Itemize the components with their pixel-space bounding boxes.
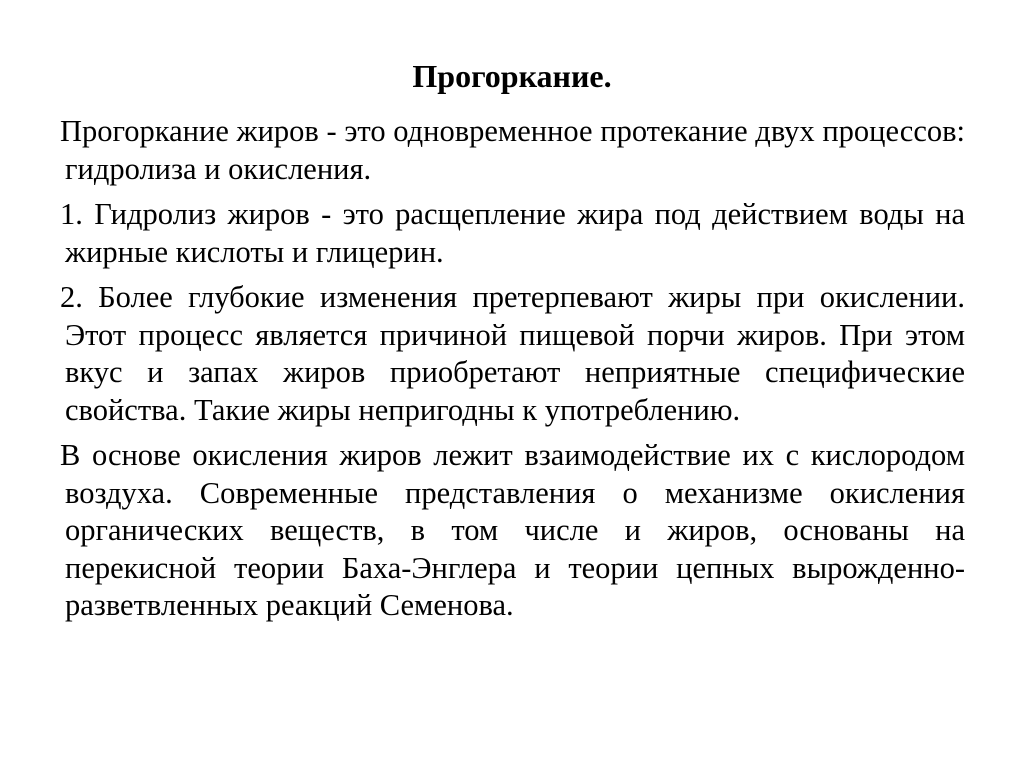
paragraph-definition: Прогоркание жиров - это одновременное протекание двух процессов: гидролиза и окисления.: [60, 114, 965, 186]
slide-title: Прогоркание.: [412, 58, 612, 94]
slide-body: [60, 113, 965, 633]
paragraph-oxidation-theory: В основе окисления жиров лежит взаимодействие их с кислородом воздуха. Современные представления о механизме окисления органических веществ, в том числе и жиров, основаны на перекисной теории Баха-Энглера и теории цепных вырожденно-разветвленных реакций Семенова.: [60, 438, 965, 622]
paragraph-hydrolysis: 1. Гидролиз жиров - это расщепление жира под действием воды на жирные кислоты и глицерин.: [60, 197, 965, 269]
paragraph-oxidation: 2. Более глубокие изменения претерпевают жиры при окислении. Этот процесс является причиной пищевой порчи жиров. При этом вкус и запах жиров приобретают неприятные специфические свойства. Такие жиры непригодны к употреблению.: [60, 280, 965, 427]
